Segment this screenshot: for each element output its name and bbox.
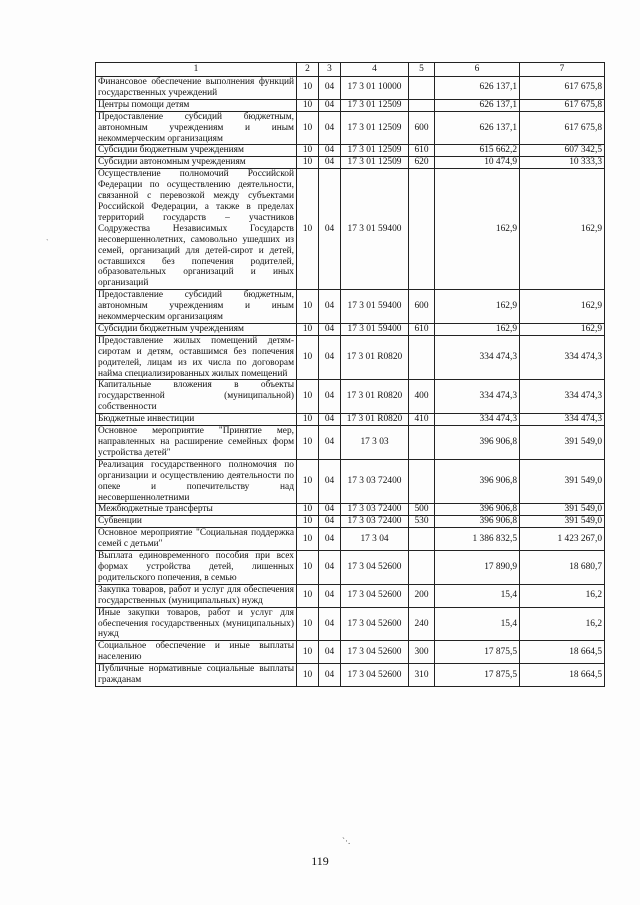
column-header: 5 <box>409 63 435 77</box>
amount-year2-cell: 18 664,5 <box>520 641 605 664</box>
table-row <box>96 551 605 585</box>
amount-year2-cell: 18 680,7 <box>520 551 605 585</box>
amount-year2-cell: 334 474,3 <box>520 414 605 426</box>
subsection-code-cell: 04 <box>319 504 341 516</box>
amount-year2-cell: 391 549,0 <box>520 516 605 528</box>
table-row <box>96 664 605 687</box>
section-code-cell: 10 <box>297 99 319 111</box>
subsection-code-cell: 04 <box>319 157 341 169</box>
budget-table <box>95 62 605 687</box>
expense-type-cell: 500 <box>409 504 435 516</box>
table-row <box>96 169 605 290</box>
table-row <box>96 516 605 528</box>
section-code-cell: 10 <box>297 459 319 504</box>
amount-year1-cell: 162,9 <box>435 169 520 290</box>
page-number: 119 <box>311 854 329 868</box>
row-name-cell: Предоставление субсидий бюджетным, автономным учреждениям и иным некоммерческим организациям <box>96 290 297 324</box>
subsection-code-cell: 04 <box>319 323 341 335</box>
expense-type-cell <box>409 99 435 111</box>
section-code-cell: 10 <box>297 380 319 414</box>
amount-year2-cell: 162,9 <box>520 169 605 290</box>
amount-year1-cell: 626 137,1 <box>435 99 520 111</box>
target-article-cell: 17 3 01 R0820 <box>341 335 409 380</box>
target-article-cell: 17 3 04 52600 <box>341 607 409 641</box>
row-name-cell: Межбюджетные трансферты <box>96 504 297 516</box>
table-row <box>96 290 605 324</box>
target-article-cell: 17 3 01 R0820 <box>341 414 409 426</box>
scan-artifact: `·. <box>342 836 351 846</box>
row-name-cell: Предоставление субсидий бюджетным, автономным учреждениям и иным некоммерческим организациям <box>96 111 297 145</box>
section-code-cell: 10 <box>297 290 319 324</box>
table-row <box>96 99 605 111</box>
target-article-cell: 17 3 03 <box>341 426 409 460</box>
table-row <box>96 111 605 145</box>
amount-year2-cell: 162,9 <box>520 290 605 324</box>
table-body <box>96 77 605 687</box>
target-article-cell: 17 3 01 59400 <box>341 169 409 290</box>
target-article-cell: 17 3 03 72400 <box>341 516 409 528</box>
amount-year2-cell: 391 549,0 <box>520 426 605 460</box>
amount-year1-cell: 396 906,8 <box>435 426 520 460</box>
row-name-cell: Финансовое обеспечение выполнения функций государственных учреждений <box>96 77 297 100</box>
amount-year1-cell: 17 890,9 <box>435 551 520 585</box>
target-article-cell: 17 3 01 12509 <box>341 145 409 157</box>
amount-year1-cell: 162,9 <box>435 323 520 335</box>
target-article-cell: 17 3 01 12509 <box>341 157 409 169</box>
scan-artifact: ` <box>46 238 49 247</box>
target-article-cell: 17 3 01 59400 <box>341 290 409 324</box>
amount-year2-cell: 391 549,0 <box>520 504 605 516</box>
section-code-cell: 10 <box>297 528 319 551</box>
subsection-code-cell: 04 <box>319 145 341 157</box>
subsection-code-cell: 04 <box>319 99 341 111</box>
table-row <box>96 426 605 460</box>
expense-type-cell <box>409 551 435 585</box>
row-name-cell: Реализация государственного полномочия по организации и осуществлению деятельности по опеке и попечительству над несовершеннолетними <box>96 459 297 504</box>
section-code-cell: 10 <box>297 664 319 687</box>
amount-year2-cell: 16,2 <box>520 584 605 607</box>
table-row <box>96 145 605 157</box>
target-article-cell: 17 3 01 10000 <box>341 77 409 100</box>
subsection-code-cell: 04 <box>319 584 341 607</box>
section-code-cell: 10 <box>297 504 319 516</box>
subsection-code-cell: 04 <box>319 516 341 528</box>
table-row <box>96 459 605 504</box>
target-article-cell: 17 3 03 72400 <box>341 504 409 516</box>
row-name-cell: Выплата единовременного пособия при всех формах устройства детей, лишенных родительского попечения, в семью <box>96 551 297 585</box>
section-code-cell: 10 <box>297 157 319 169</box>
amount-year1-cell: 17 875,5 <box>435 664 520 687</box>
expense-type-cell: 400 <box>409 380 435 414</box>
amount-year1-cell: 626 137,1 <box>435 77 520 100</box>
section-code-cell: 10 <box>297 516 319 528</box>
section-code-cell: 10 <box>297 77 319 100</box>
subsection-code-cell: 04 <box>319 426 341 460</box>
target-article-cell: 17 3 04 52600 <box>341 584 409 607</box>
subsection-code-cell: 04 <box>319 459 341 504</box>
expense-type-cell: 600 <box>409 111 435 145</box>
amount-year1-cell: 396 906,8 <box>435 516 520 528</box>
expense-type-cell: 600 <box>409 290 435 324</box>
target-article-cell: 17 3 04 52600 <box>341 664 409 687</box>
row-name-cell: Субвенции <box>96 516 297 528</box>
target-article-cell: 17 3 04 52600 <box>341 641 409 664</box>
target-article-cell: 17 3 01 R0820 <box>341 380 409 414</box>
subsection-code-cell: 04 <box>319 380 341 414</box>
row-name-cell: Субсидии бюджетным учреждениям <box>96 145 297 157</box>
subsection-code-cell: 04 <box>319 290 341 324</box>
expense-type-cell <box>409 335 435 380</box>
amount-year2-cell: 334 474,3 <box>520 380 605 414</box>
amount-year1-cell: 1 386 832,5 <box>435 528 520 551</box>
row-name-cell: Субсидии бюджетным учреждениям <box>96 323 297 335</box>
row-name-cell: Иные закупки товаров, работ и услуг для обеспечения государственных (муниципальных) нужд <box>96 607 297 641</box>
amount-year2-cell: 162,9 <box>520 323 605 335</box>
column-header: 1 <box>96 63 297 77</box>
subsection-code-cell: 04 <box>319 169 341 290</box>
amount-year1-cell: 334 474,3 <box>435 414 520 426</box>
subsection-code-cell: 04 <box>319 414 341 426</box>
expense-type-cell <box>409 528 435 551</box>
row-name-cell: Социальное обеспечение и иные выплаты населению <box>96 641 297 664</box>
table-row <box>96 157 605 169</box>
table-row <box>96 607 605 641</box>
row-name-cell: Публичные нормативные социальные выплаты гражданам <box>96 664 297 687</box>
expense-type-cell: 610 <box>409 323 435 335</box>
expense-type-cell: 610 <box>409 145 435 157</box>
row-name-cell: Капитальные вложения в объекты государственной (муниципальной) собственности <box>96 380 297 414</box>
amount-year2-cell: 16,2 <box>520 607 605 641</box>
column-header: 3 <box>319 63 341 77</box>
expense-type-cell <box>409 77 435 100</box>
section-code-cell: 10 <box>297 323 319 335</box>
column-header: 2 <box>297 63 319 77</box>
expense-type-cell: 620 <box>409 157 435 169</box>
amount-year2-cell: 334 474,3 <box>520 335 605 380</box>
amount-year2-cell: 1 423 267,0 <box>520 528 605 551</box>
amount-year2-cell: 617 675,8 <box>520 77 605 100</box>
target-article-cell: 17 3 04 52600 <box>341 551 409 585</box>
row-name-cell: Центры помощи детям <box>96 99 297 111</box>
subsection-code-cell: 04 <box>319 77 341 100</box>
amount-year2-cell: 617 675,8 <box>520 99 605 111</box>
section-code-cell: 10 <box>297 169 319 290</box>
table-row <box>96 414 605 426</box>
section-code-cell: 10 <box>297 584 319 607</box>
column-header: 7 <box>520 63 605 77</box>
table-row <box>96 528 605 551</box>
amount-year1-cell: 15,4 <box>435 607 520 641</box>
row-name-cell: Бюджетные инвестиции <box>96 414 297 426</box>
section-code-cell: 10 <box>297 607 319 641</box>
amount-year1-cell: 15,4 <box>435 584 520 607</box>
amount-year1-cell: 17 875,5 <box>435 641 520 664</box>
row-name-cell: Основное мероприятие "Социальная поддержка семей с детьми" <box>96 528 297 551</box>
row-name-cell: Осуществление полномочий Российской Федерации по осуществлению деятельности, связанной с перевозкой между субъектами Российской Федерации, а также в пределах территорий государств – участников Содружества Независимых Государств несовершеннолетних, самовольно ушедших из семей, организаций для детей-сирот и детей, оставшихся без попечения родителей, образовательных организаций и иных организаций <box>96 169 297 290</box>
section-code-cell: 10 <box>297 414 319 426</box>
subsection-code-cell: 04 <box>319 641 341 664</box>
amount-year1-cell: 396 906,8 <box>435 504 520 516</box>
target-article-cell: 17 3 03 72400 <box>341 459 409 504</box>
amount-year1-cell: 10 474,9 <box>435 157 520 169</box>
expense-type-cell <box>409 169 435 290</box>
subsection-code-cell: 04 <box>319 111 341 145</box>
expense-type-cell <box>409 426 435 460</box>
row-name-cell: Предоставление жилых помещений детям-сиротам и детям, оставшимся без попечения родителей, лицам из их числа по договорам найма специализированных жилых помещений <box>96 335 297 380</box>
amount-year1-cell: 334 474,3 <box>435 335 520 380</box>
subsection-code-cell: 04 <box>319 607 341 641</box>
expense-type-cell: 410 <box>409 414 435 426</box>
table-header-row <box>96 63 605 77</box>
amount-year1-cell: 396 906,8 <box>435 459 520 504</box>
table-row <box>96 584 605 607</box>
column-header: 6 <box>435 63 520 77</box>
target-article-cell: 17 3 01 12509 <box>341 111 409 145</box>
expense-type-cell: 300 <box>409 641 435 664</box>
amount-year1-cell: 162,9 <box>435 290 520 324</box>
expense-type-cell: 240 <box>409 607 435 641</box>
section-code-cell: 10 <box>297 335 319 380</box>
subsection-code-cell: 04 <box>319 528 341 551</box>
row-name-cell: Субсидии автономным учреждениям <box>96 157 297 169</box>
table-row <box>96 323 605 335</box>
amount-year2-cell: 607 342,5 <box>520 145 605 157</box>
amount-year2-cell: 10 333,3 <box>520 157 605 169</box>
table-row <box>96 77 605 100</box>
target-article-cell: 17 3 01 59400 <box>341 323 409 335</box>
section-code-cell: 10 <box>297 145 319 157</box>
expense-type-cell <box>409 459 435 504</box>
table-row <box>96 335 605 380</box>
section-code-cell: 10 <box>297 641 319 664</box>
subsection-code-cell: 04 <box>319 335 341 380</box>
table-row <box>96 380 605 414</box>
row-name-cell: Основное мероприятие "Принятие мер, направленных на расширение семейных форм устройства детей" <box>96 426 297 460</box>
amount-year1-cell: 334 474,3 <box>435 380 520 414</box>
table-row <box>96 504 605 516</box>
amount-year2-cell: 617 675,8 <box>520 111 605 145</box>
subsection-code-cell: 04 <box>319 551 341 585</box>
column-header: 4 <box>341 63 409 77</box>
amount-year2-cell: 18 664,5 <box>520 664 605 687</box>
section-code-cell: 10 <box>297 426 319 460</box>
expense-type-cell: 530 <box>409 516 435 528</box>
table-row <box>96 641 605 664</box>
amount-year2-cell: 391 549,0 <box>520 459 605 504</box>
row-name-cell: Закупка товаров, работ и услуг для обеспечения государственных (муниципальных) нужд <box>96 584 297 607</box>
expense-type-cell: 310 <box>409 664 435 687</box>
subsection-code-cell: 04 <box>319 664 341 687</box>
target-article-cell: 17 3 04 <box>341 528 409 551</box>
expense-type-cell: 200 <box>409 584 435 607</box>
section-code-cell: 10 <box>297 551 319 585</box>
section-code-cell: 10 <box>297 111 319 145</box>
amount-year1-cell: 626 137,1 <box>435 111 520 145</box>
amount-year1-cell: 615 662,2 <box>435 145 520 157</box>
target-article-cell: 17 3 01 12509 <box>341 99 409 111</box>
